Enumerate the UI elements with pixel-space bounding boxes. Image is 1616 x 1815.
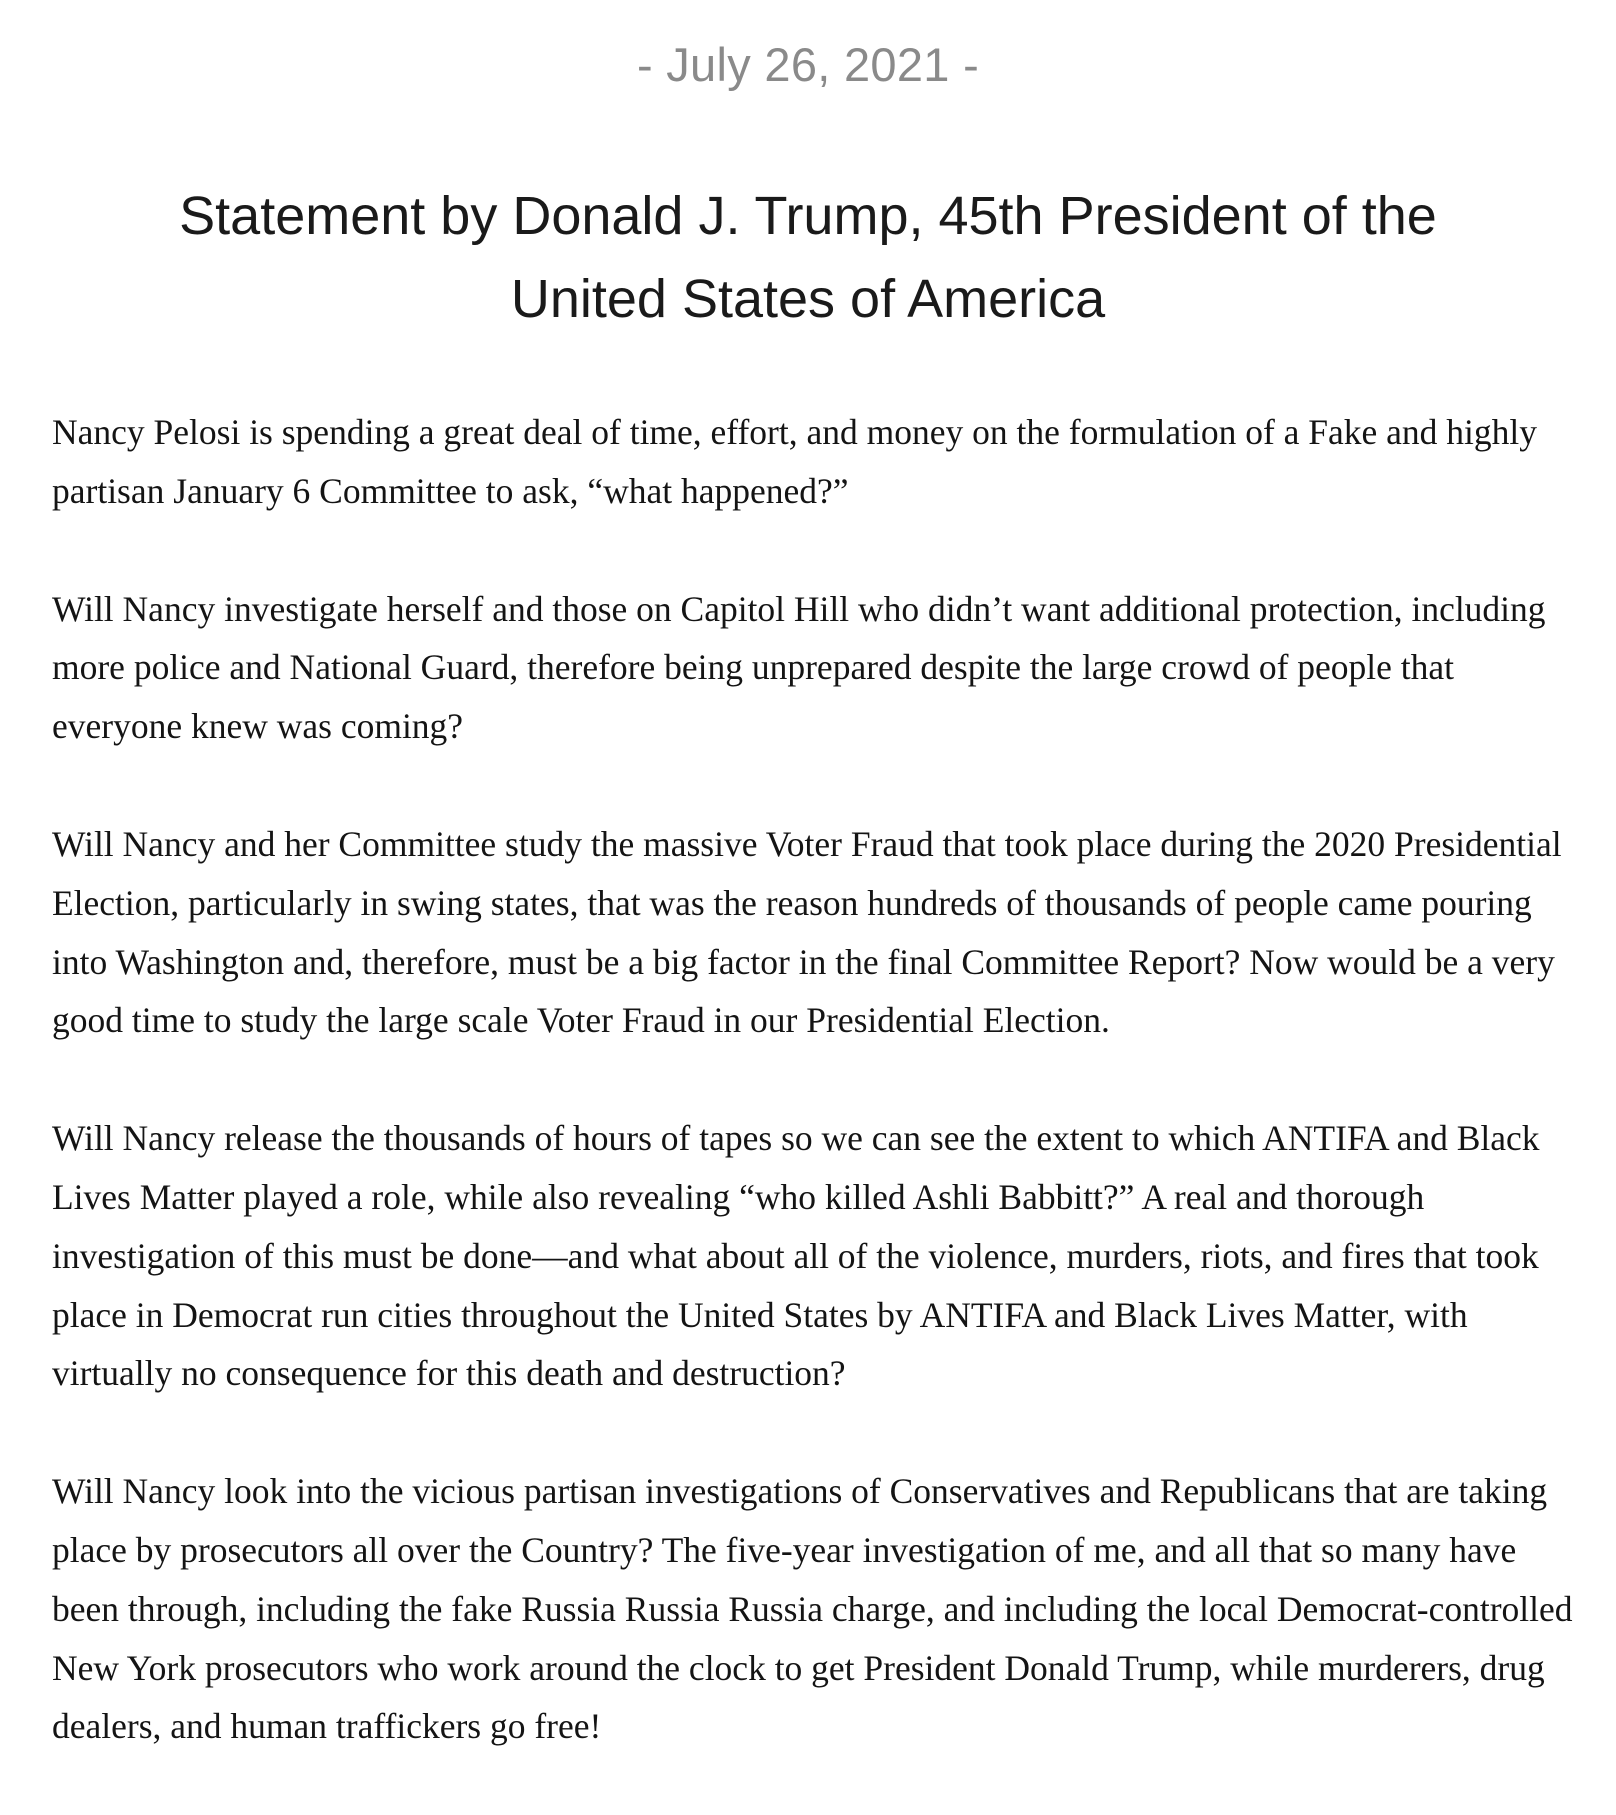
paragraph-4: Will Nancy release the thousands of hours of tapes so we can see the extent to which ANTIFA and Black Lives Matter played a role, while also revealing “who killed Ashli Babbitt?” A real and thorough investigation of this must be done—and what about all of the violence, murders, riots, and fires that took place in Democrat run cities throughout the United States by ANTIFA and Black Lives Matter, with virtually no consequence for this death and destruction? (52, 1118, 1540, 1394)
paragraph-3: Will Nancy and her Committee study the massive Voter Fraud that took place during the 2020 Presidential Election, particularly in swing states, that was the reason hundreds of thousands of people came pouring into Washington and, therefore, must be a big factor in the final Committee Report? Now would be a very good time to study the large scale Voter Fraud in our Presidential Election. (52, 823, 1562, 1041)
statement-date: - July 26, 2021 - (636, 38, 980, 91)
paragraph-5: Will Nancy look into the vicious partisan investigations of Conservatives and Republicans that are taking place by prosecutors all over the Country? The five-year investigation of me, and all that so many have been through, including the fake Russia Russia Russia charge, and including the local Democrat-controlled New York prosecutors who work around the clock to get President Donald Trump, while murderers, drug dealers, and human traffickers go free! (52, 1471, 1573, 1747)
paragraph-1: Nancy Pelosi is spending a great deal of time, effort, and money on the formulation of a Fake and highly partisan January 6 Committee to ask, “what happened?” (52, 412, 1538, 511)
statement-title: Statement by Donald J. Trump, 45th President of the United States of America (179, 186, 1437, 329)
statement-body (52, 403, 1582, 1815)
paragraph-2: Will Nancy investigate herself and those on Capitol Hill who didn’t want additional protection, including more police and National Guard, therefore being unprepared despite the large crowd of people that everyone knew was coming? (52, 588, 1546, 747)
